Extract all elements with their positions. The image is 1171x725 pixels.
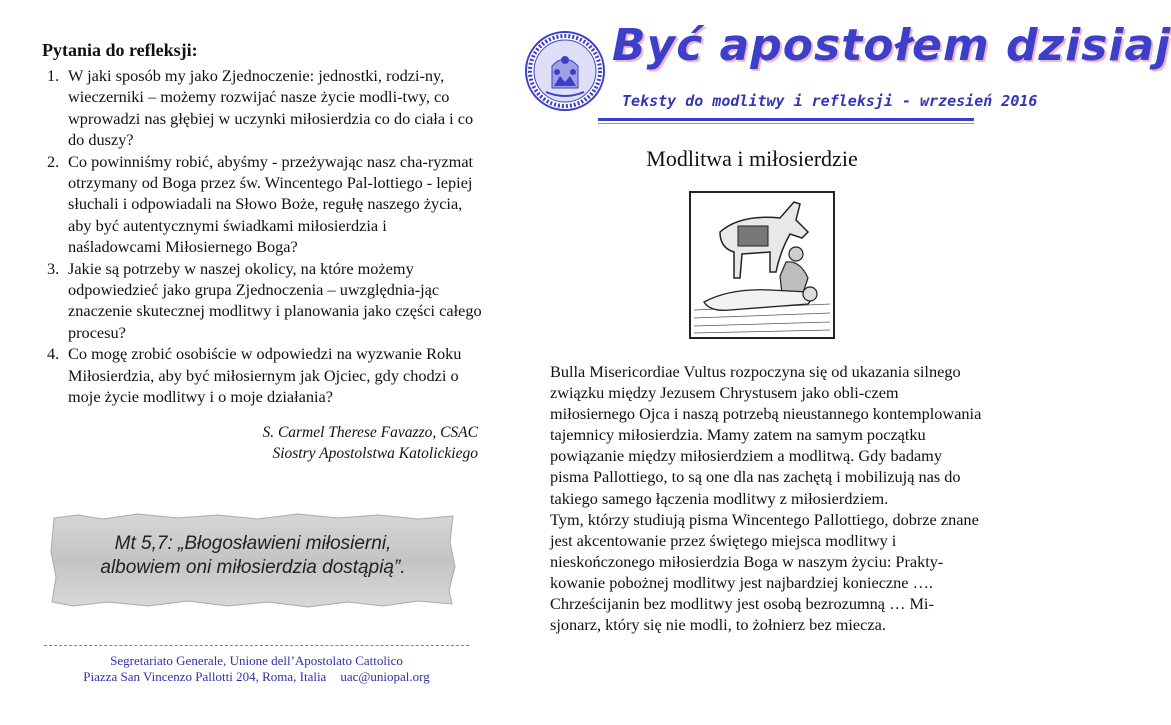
question-number: 2.	[47, 151, 60, 171]
title-underline	[598, 118, 974, 121]
footer-divider	[44, 645, 469, 646]
scripture-quote	[48, 532, 458, 580]
question-text: Jakie są potrzeby w naszej okolicy, na które możemy odpowiedzieć jako grupa Zjednoczenia – uwzględnia-jąc znaczenie skutecznej modlitwy i planowania jako części całego procesu?	[68, 258, 482, 342]
question-number: 3.	[47, 258, 60, 278]
question-text: Co mogę zrobić osobiście w odpowiedzi na wyzwanie Roku Miłosierdzia, aby być miłosiernym jak Ojciec, gdy chodzi o moje życie modlitwy i o moje działania?	[68, 344, 462, 407]
footer-organization: Segretariato Generale, Unione dell’Apostolato Cattolico	[110, 653, 403, 668]
scripture-quote-box	[48, 512, 458, 608]
question-item	[42, 343, 482, 407]
signature	[42, 422, 482, 464]
footer-contact	[44, 669, 469, 685]
question-text: Co powinniśmy robić, abyśmy - przeżywając nasz cha-ryzmat otrzymany od Boga przez św. Wincentego Pal-lottiego - lepiej słuchali i odpowiadali na Słowo Boże, regułę naszego życia, aby być autentycznymi świadkami miłosierdzia i naśladowcami Miłosiernego Boga?	[68, 151, 474, 257]
footer	[44, 653, 469, 685]
question-item	[42, 258, 482, 344]
good-samaritan-illustration-icon	[690, 192, 834, 338]
article-title: Modlitwa i miłosierdzie	[646, 146, 858, 171]
question-item	[42, 65, 482, 151]
article-paragraph: Tym, którzy studiują pisma Wincentego Pallottiego, dobrze znane jest akcentowanie przez świętego miejsca modlitwy i nieskończonego miłosierdzia Boga w naszym życiu: Prakty-kowanie pobożnej modlitwy jest najbardziej konieczne …. Chrześcijanin bez modlitwy jest osobą bezrozumną … Mi-sjonarz, który się nie modli, to żołnierz bez miecza.	[550, 509, 979, 635]
signature-author: S. Carmel Therese Favazzo, CSAC	[262, 423, 478, 441]
reflection-heading: Pytania do refleksji:	[42, 40, 198, 60]
article-paragraph: Bulla Misericordiae Vultus rozpoczyna się od ukazania silnego związku między Jezusem Chrystusem jako obli-czem miłosiernego Ojca i naszą potrzebą nieustannego kontemplowania tajemnicy miłosierdzia. Mamy zatem na samym początku powiązanie między miłosierdziem a modlitwą. Gdy badamy pisma Pallottiego, to są one dla nas zachętą i mobilizują nas do takiego samego łączenia modlitwy z miłosierdziem.	[550, 362, 982, 508]
question-list	[42, 65, 482, 408]
newsletter-title: Być apostołem dzisiaj	[612, 20, 1171, 71]
question-text: W jaki sposób my jako Zjednoczenie: jednostki, rodzi-ny, wieczerniki – możemy rozwijać nasze życie modli-twy, co wprowadzi nas głębiej w uczynki miłosierdzia co do ciała i co do duszy?	[68, 66, 474, 150]
uac-seal-logo-icon	[524, 30, 606, 112]
question-number: 1.	[47, 66, 60, 85]
question-number: 4.	[47, 344, 60, 364]
question-item	[42, 151, 482, 258]
newsletter-subtitle: Teksty do modlitwy i refleksji - wrzesień 2016	[622, 92, 1038, 110]
article-body	[550, 361, 984, 635]
footer-address: Piazza San Vincenzo Pallotti 204, Roma, Italia	[83, 669, 327, 684]
quote-line: Mt 5,7: „Błogosławieni miłosierni,	[114, 533, 392, 554]
reflection-section	[42, 40, 482, 464]
quote-line: albowiem oni miłosierdzia dostąpią”.	[100, 557, 406, 578]
signature-organization: Siostry Apostolstwa Katolickiego	[272, 444, 478, 462]
footer-email[interactable]: uac@uniopal.org	[340, 669, 430, 684]
title-underline-thin	[598, 123, 974, 124]
